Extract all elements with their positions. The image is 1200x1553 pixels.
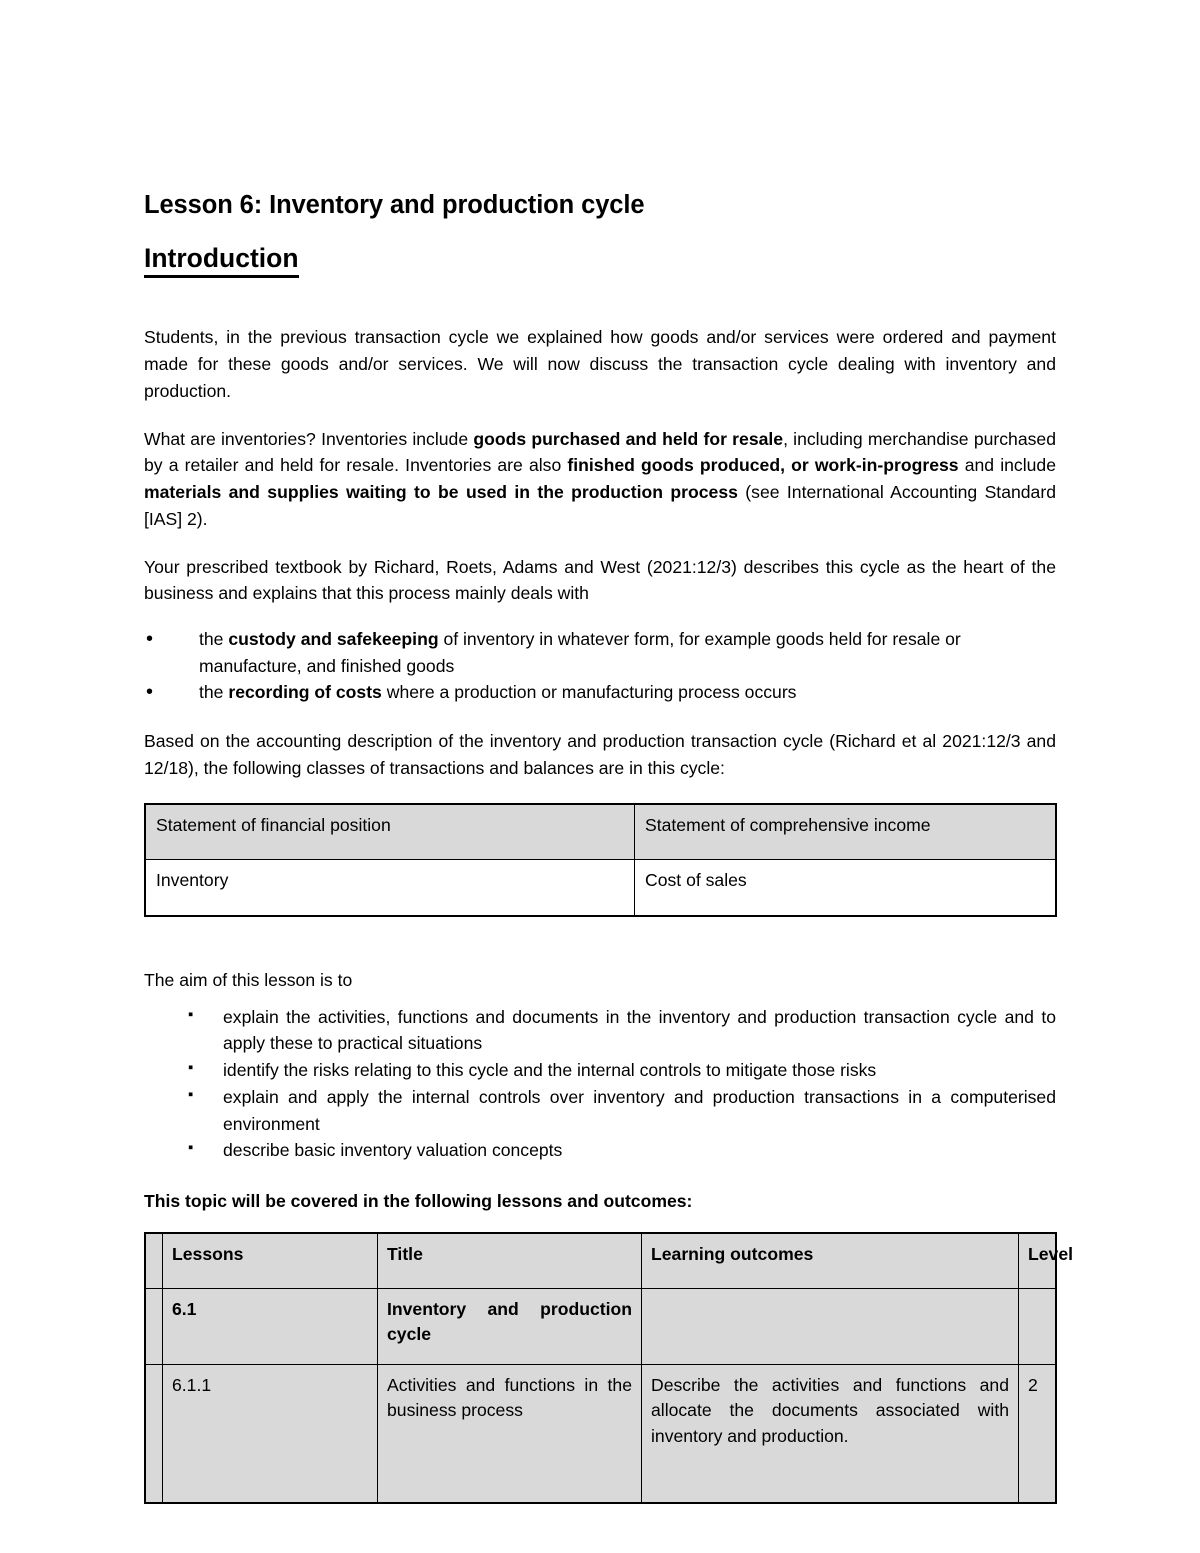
list-item (144, 626, 1056, 679)
table-cell-level: 2 (1019, 1364, 1057, 1503)
deals-with-list (144, 626, 1056, 706)
par2-seg3: and include (958, 455, 1056, 476)
bullet1-pre: the (199, 629, 229, 649)
table-cell-cost-of-sales: Cost of sales (635, 860, 1057, 916)
par2-seg4: (see International Accounting Standard [IAS] 2). (144, 482, 1056, 529)
par2-bold3: materials and supplies waiting to be used in the production process (144, 482, 738, 503)
section-heading-wrap (144, 243, 1056, 303)
table-header-title: Title (378, 1233, 642, 1288)
bullet1-bold: custody and safekeeping (228, 629, 439, 649)
table-header-lessons: Lessons (163, 1233, 378, 1288)
par2-seg1: What are inventories? Inventories include (144, 428, 474, 449)
list-item (144, 679, 1056, 706)
page-title: Lesson 6: Inventory and production cycle (144, 191, 645, 219)
table-row (145, 1288, 1056, 1364)
aim-list (144, 1004, 1056, 1164)
table-cell-level (1019, 1288, 1057, 1364)
table-cell-learning-outcome (642, 1288, 1019, 1364)
paragraph-what-are-inventories (144, 426, 1056, 533)
table-header-learning-outcomes: Learning outcomes (642, 1233, 1019, 1288)
table-row-header (145, 1233, 1056, 1288)
par2-seg2: , including merchandise purchased by a retailer and held for resale. Inventories are also (144, 428, 1056, 476)
table-header-financial-position: Statement of financial position (145, 804, 635, 860)
table-cell-inventory: Inventory (145, 860, 635, 916)
list-item: ▪ describe basic inventory valuation concepts (144, 1137, 1056, 1164)
paragraph-prescribed-textbook: Your prescribed textbook by Richard, Roets, Adams and West (2021:12/3) describes this cycle as the heart of the business and explains that this process mainly deals with (144, 556, 1056, 604)
table-header-level: Level (1019, 1233, 1057, 1288)
bullet2-bold: recording of costs (228, 682, 382, 703)
paragraph-based-on-accounting: Based on the accounting description of the inventory and production transaction cycle (Richard et al 2021:12/3 and 12/18), the following classes of transactions and balances are in this cycle: (144, 731, 1056, 778)
list-item: ▪ identify the risks relating to this cycle and the internal controls to mitigate those risks (144, 1057, 1056, 1084)
paragraph-intro: Students, in the previous transaction cycle we explained how goods and/or services were ordered and payment made for these goods and/or services. We will now discuss the transaction cycle dealing with inventory and production. (144, 327, 1056, 401)
paragraph-topic-lead: This topic will be covered in the following lessons and outcomes: (144, 1191, 693, 1212)
list-item: ▪ explain the activities, functions and documents in the inventory and production transaction cycle and to apply these to practical situations (144, 1004, 1056, 1057)
table-cell-lesson-number: 6.1.1 (163, 1364, 378, 1503)
table-header-comprehensive-income: Statement of comprehensive income (635, 804, 1057, 860)
paragraph-aim-intro: The aim of this lesson is to (144, 969, 353, 990)
par2-bold2: finished goods produced, or work-in-progress (567, 455, 959, 476)
table-cell-lesson-title: Activities and functions in the business process (378, 1364, 642, 1503)
section-heading-introduction: Introduction (144, 243, 299, 279)
par2-bold1: goods purchased and held for resale (473, 428, 784, 449)
table-spacer-cell (145, 1233, 163, 1288)
table-row (145, 860, 1056, 916)
lessons-outcomes-table (144, 1232, 1073, 1504)
table-row (145, 1364, 1056, 1503)
bullet2-pre: the (199, 682, 229, 703)
list-item: ▪ explain and apply the internal controls over inventory and production transactions in a computerised environment (144, 1084, 1056, 1137)
bullet2-post: where a production or manufacturing process occurs (381, 682, 797, 703)
bullet1-post: of inventory in whatever form, for example goods held for resale or manufacture, and finished goods (199, 629, 961, 676)
classes-of-transactions-table (144, 803, 1057, 917)
table-row-header (145, 804, 1056, 860)
table-spacer-cell (145, 1288, 163, 1364)
table-cell-lesson-title: Inventory and production cycle (378, 1288, 642, 1364)
table-spacer-cell (145, 1364, 163, 1503)
table-cell-learning-outcome: Describe the activities and functions and allocate the documents associated with inventory and production. (642, 1364, 1019, 1503)
table-cell-lesson-number: 6.1 (163, 1288, 378, 1364)
